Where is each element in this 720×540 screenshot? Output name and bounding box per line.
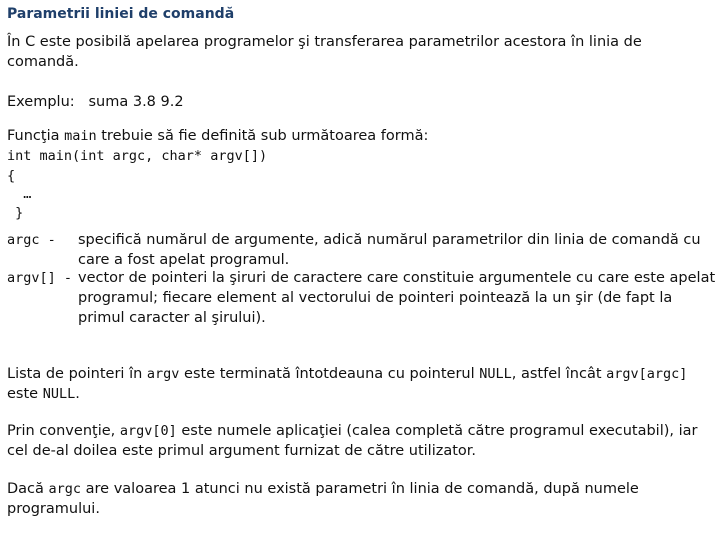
intro-paragraph: În C este posibilă apelarea programelor şi transferarea parametrilor acestora în linia de comandă. (7, 34, 642, 70)
function-intro (7, 126, 428, 146)
argc-one-paragraph (7, 479, 713, 519)
p1-code-null-2: NULL (42, 386, 76, 402)
p3-text-a: Dacă (7, 481, 44, 497)
function-intro-prefix: Funcţia (7, 128, 60, 144)
p1-code-argv-argc: argv[argc] (606, 366, 688, 382)
code-line-2: { (7, 168, 16, 184)
function-intro-suffix: trebuie să fie definită sub următoarea formă: (101, 128, 429, 144)
function-name: main (64, 128, 97, 144)
p1-text-c: este terminată întotdeauna cu pointerul (184, 366, 475, 382)
p1-text-i: . (75, 386, 80, 402)
p2-text-c: este numele aplicaţiei (calea completă către programul executabil), iar cel de-al doilea este primul argument furnizat de către utilizator. (7, 423, 698, 459)
code-line-1: int main(int argc, char* argv[]) (7, 148, 268, 164)
p2-text-a: Prin convenţie, (7, 423, 116, 439)
p1-text-g: este (7, 386, 39, 402)
p3-text-c: are valoarea 1 atunci nu există parametri în linia de comandă, după numele programului. (7, 481, 639, 517)
example-command: suma 3.8 9.2 (88, 94, 184, 110)
argv-null-paragraph (7, 364, 713, 404)
p1-text-e: , astfel încât (511, 366, 602, 382)
definition-argc (7, 230, 720, 270)
definition-term-argc: argc - (7, 232, 56, 248)
argv0-paragraph (7, 421, 713, 461)
p1-code-argv: argv (146, 366, 180, 382)
p3-code-argc: argc (48, 481, 82, 497)
p2-code-argv0: argv[0] (119, 423, 177, 439)
code-line-4: } (7, 205, 24, 221)
definition-body-argc: specifică numărul de argumente, adică numărul parametrilor din linia de comandă cu care a fost apelat programul. (78, 232, 701, 268)
p1-text-a: Lista de pointeri în (7, 366, 143, 382)
definition-body-argv: vector de pointeri la şiruri de caractere care constituie argumentele cu care este apelat programul; fiecare element al vectorului de pointeri pointează la un şir (de fapt la primul caracter al şirului). (78, 270, 716, 326)
p1-code-null: NULL (479, 366, 512, 382)
definition-term-argv: argv[] - (7, 270, 73, 286)
definition-argv (7, 268, 720, 328)
code-line-3: … (7, 186, 32, 202)
page-title: Parametrii liniei de comandă (7, 6, 235, 22)
example-line (7, 92, 184, 112)
example-label: Exemplu: (7, 94, 75, 110)
